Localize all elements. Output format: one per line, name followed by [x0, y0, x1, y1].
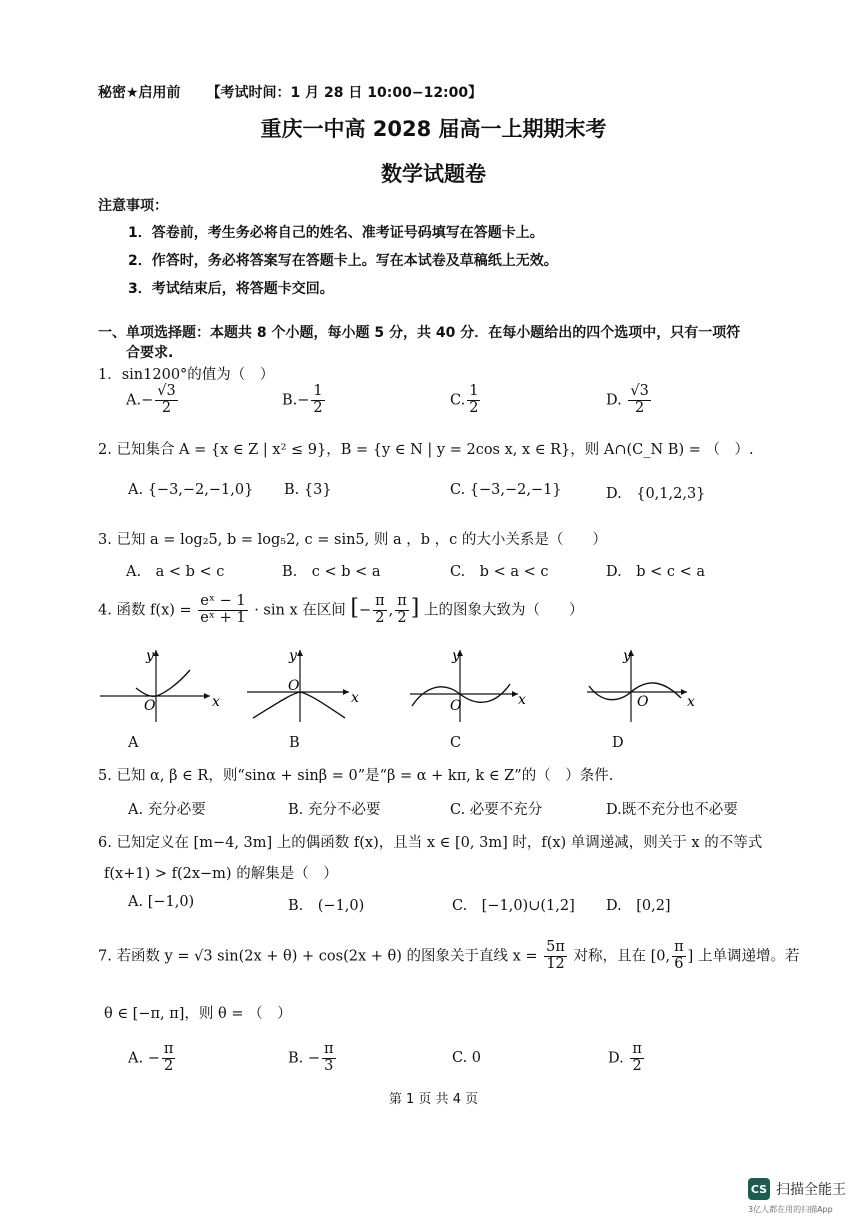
q7-option-b: B. − $\frac{\pi}{3}$ [288, 1041, 334, 1074]
q3-option-c: C. b < a < c [450, 564, 549, 580]
camscanner-logo-icon: CS [748, 1178, 770, 1200]
graph-a-label: A [128, 735, 139, 751]
page-footer: 第 1 页 共 4 页 [388, 1092, 479, 1107]
question-6-stem: 6. 已知定义在 [m−4, 3m] 上的偶函数 f(x)，且当 x ∈ [0, 3m] 时，f(x) 单调递减，则关于 x 的不等式 [98, 835, 763, 851]
watermark-tagline: 3亿人都在用的扫描App [748, 1205, 833, 1214]
question-1-stem: 1．sin1200°的值为（ ） [98, 367, 275, 383]
secret-label: 秘密★启用前 [98, 85, 181, 101]
q2-option-c: C. {−3,−2,−1} [450, 482, 562, 498]
exam-time: 【考试时间：1 月 28 日 10:00−12:00】 [206, 85, 483, 101]
q7-option-d: D. $\frac{\pi}{2}$ [608, 1041, 642, 1074]
origin-label: O [450, 698, 462, 714]
graph-b [245, 644, 365, 724]
q6-option-d: D. [0,2] [606, 898, 671, 914]
note-item: 1．答卷前，考生务必将自己的姓名、准考证号码填写在答题卡上。 [128, 225, 544, 241]
question-4-stem: 4. 函数 f(x) = $\frac{\text{eˣ − 1}}{\text{eˣ + 1}}$ · sin x 在区间 [− $\frac{\pi}{2}$ , $\frac{\pi}{2}$ ] 上的图象大致为（ ） [98, 593, 584, 626]
q3-option-d: D. b < c < a [606, 564, 706, 580]
graph-a [98, 644, 218, 724]
origin-label: O [288, 678, 300, 694]
question-7-stem: 7. 若函数 y = √3 sin(2x + θ) + cos(2x + θ) 的图象关于直线 x = $\frac{5\pi}{12}$ 对称，且在 [0, $\frac{\pi}{6}$ ] 上单调递增。若 [98, 939, 800, 972]
q2-option-d: D. {0,1,2,3} [606, 486, 706, 502]
question-5-stem: 5. 已知 α, β ∈ R，则“sinα + sinβ = 0”是“β = α + kπ, k ∈ Z”的（ ）条件. [98, 768, 614, 784]
axis-y-label: y [146, 648, 154, 664]
section-heading-cont: 合要求. [126, 345, 174, 361]
axis-y-label: y [289, 648, 297, 664]
axis-y-label: y [452, 648, 460, 664]
q3-option-b: B. c < b < a [282, 564, 381, 580]
q7-option-a: A. − $\frac{\pi}{2}$ [128, 1041, 174, 1074]
axis-x-label: x [687, 694, 695, 710]
q1-option-d: D. $\frac{√3}{2}$ [606, 383, 649, 416]
q2-option-b: B. {3} [284, 482, 332, 498]
origin-label: O [144, 698, 156, 714]
q5-option-b: B. 充分不必要 [288, 802, 381, 818]
axis-y-label: y [623, 648, 631, 664]
q6-option-c: C. [−1,0)∪(1,2] [452, 898, 575, 914]
question-7-stem-cont: θ ∈ [−π, π]，则 θ = （ ） [104, 1006, 292, 1022]
q5-option-a: A. 充分必要 [128, 802, 206, 818]
axis-x-label: x [518, 692, 526, 708]
q1-option-b: B.− $\frac{1}{2}$ [282, 383, 323, 416]
note-item: 2．作答时，务必将答案写在答题卡上。写在本试卷及草稿纸上无效。 [128, 253, 558, 269]
q7-option-c: C. 0 [452, 1050, 482, 1066]
q2-option-a: A. {−3,−2,−1,0} [128, 482, 254, 498]
origin-label: O [637, 694, 649, 710]
watermark-name: 扫描全能王 [776, 1182, 846, 1198]
exam-header [98, 82, 482, 102]
q3-option-a: A. a < b < c [126, 564, 225, 580]
page-subtitle: 数学试题卷 [381, 162, 486, 186]
graph-d [585, 644, 705, 724]
question-2-stem: 2. 已知集合 A = {x ∈ Z | x² ≤ 9}，B = {y ∈ N | y = 2cos x, x ∈ R}，则 A∩(C_N B) = （ ）. [98, 442, 754, 458]
q1-option-c: C. $\frac{1}{2}$ [450, 383, 479, 416]
q6-option-b: B. (−1,0) [288, 898, 365, 914]
section-heading: 一、单项选择题：本题共 8 个小题，每小题 5 分，共 40 分．在每小题给出的四个选项中，只有一项符 [98, 325, 741, 341]
notes-heading: 注意事项： [98, 198, 168, 214]
axis-x-label: x [351, 690, 359, 706]
q6-option-a: A. [−1,0) [128, 894, 195, 910]
axis-x-label: x [212, 694, 220, 710]
q5-option-c: C. 必要不充分 [450, 802, 543, 818]
graph-c-label: C [450, 735, 462, 751]
question-6-stem-cont: f(x+1) > f(2x−m) 的解集是（ ） [104, 866, 338, 882]
graph-b-label: B [289, 735, 300, 751]
graph-d-label: D [612, 735, 624, 751]
note-item: 3．考试结束后，将答题卡交回。 [128, 281, 334, 297]
graph-c [408, 644, 528, 724]
q5-option-d: D.既不充分也不必要 [606, 802, 738, 818]
q1-option-a: A.− $\frac{√3}{2}$ [126, 383, 176, 416]
scanner-watermark [748, 1178, 846, 1200]
page-title: 重庆一中高 2028 届高一上期期末考 [260, 117, 607, 141]
question-3-stem: 3. 已知 a = log₂5, b = log₅2, c = sin5, 则 a ，b ，c 的大小关系是（ ） [98, 532, 607, 548]
